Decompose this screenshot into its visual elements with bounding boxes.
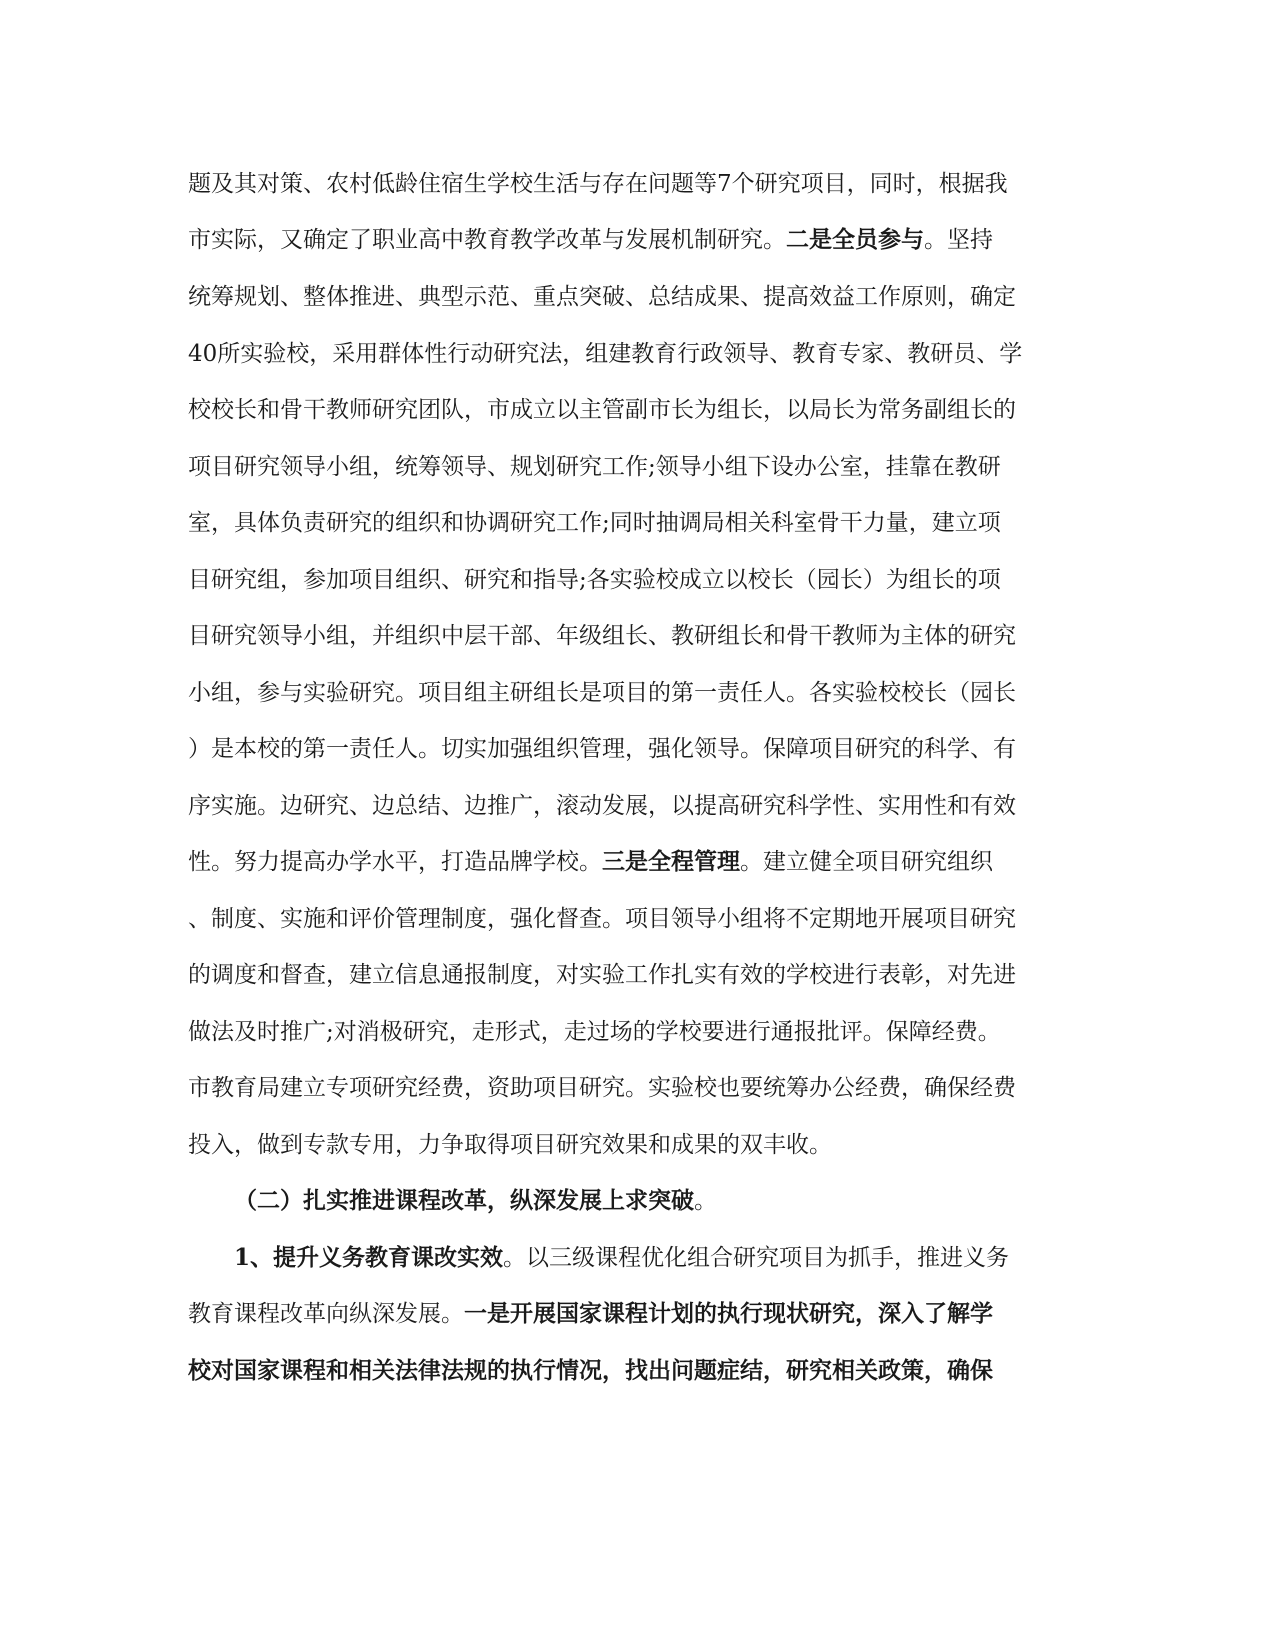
bold-phrase: 一是开展国家课程计划的执行现状研究，深入了解学: [464, 1300, 993, 1327]
bold-phrase: 二是全员参与: [786, 226, 924, 253]
text-line: 室，具体负责研究的组织和协调研究工作;同时抽调局相关科室骨干力量，建立项: [188, 510, 1001, 536]
text-line: 性。努力提高办学水平，打造品牌学校。三是全程管理。建立健全项目研究组织: [188, 848, 993, 875]
bold-phrase: 校对国家课程和相关法律法规的执行情况，找出问题症结，研究相关政策，确保: [188, 1357, 993, 1384]
text-line: 教育课程改革向纵深发展。一是开展国家课程计划的执行现状研究，深入了解学: [188, 1300, 993, 1327]
text-line: 序实施。边研究、边总结、边推广，滚动发展，以提高研究科学性、实用性和有效: [188, 793, 1016, 819]
text-line: 校校长和骨干教师研究团队，市成立以主管副市长为组长，以局长为常务副组长的: [188, 397, 1016, 423]
text-line: 投入，做到专款专用，力争取得项目研究效果和成果的双丰收。: [188, 1132, 832, 1158]
text-line: 目研究组，参加项目组织、研究和指导;各实验校成立以校长（园长）为组长的项: [188, 567, 1001, 593]
bold-phrase: 1、提升义务教育课改实效: [234, 1244, 504, 1271]
text-line: 目研究领导小组，并组织中层干部、年级组长、教研组长和骨干教师为主体的研究: [188, 623, 1016, 649]
bold-phrase: （二）扎实推进课程改革，纵深发展上求突破: [234, 1187, 694, 1214]
section-heading: （二）扎实推进课程改革，纵深发展上求突破。: [234, 1187, 717, 1214]
text-line: 题及其对策、农村低龄住宿生学校生活与存在问题等7个研究项目，同时，根据我: [188, 171, 1008, 197]
text-line: 40所实验校，采用群体性行动研究法，组建教育行政领导、教育专家、教研员、学: [188, 341, 1023, 367]
text-line: 做法及时推广;对消极研究，走形式，走过场的学校要进行通报批评。保障经费。: [188, 1019, 1001, 1045]
text-line: 1、提升义务教育课改实效。以三级课程优化组合研究项目为抓手，推进义务: [234, 1244, 1010, 1271]
text-line: 项目研究领导小组，统筹领导、规划研究工作;领导小组下设办公室，挂靠在教研: [188, 454, 1001, 480]
text-line: 市实际，又确定了职业高中教育教学改革与发展机制研究。二是全员参与。坚持: [188, 226, 993, 253]
bold-phrase: 三是全程管理: [602, 848, 740, 875]
text-line: 、制度、实施和评价管理制度，强化督查。项目领导小组将不定期地开展项目研究: [188, 906, 1016, 932]
text-line: 统筹规划、整体推进、典型示范、重点突破、总结成果、提高效益工作原则，确定: [188, 284, 1016, 310]
text-line: [188, 1356, 1088, 1386]
text-line: 的调度和督查，建立信息通报制度，对实验工作扎实有效的学校进行表彰，对先进: [188, 962, 1016, 988]
text-line: 市教育局建立专项研究经费，资助项目研究。实验校也要统筹办公经费，确保经费: [188, 1075, 1016, 1101]
text-line: 小组，参与实验研究。项目组主研组长是项目的第一责任人。各实验校校长（园长: [188, 680, 1016, 706]
text-line: ）是本校的第一责任人。切实加强组织管理，强化领导。保障项目研究的科学、有: [188, 736, 1016, 762]
